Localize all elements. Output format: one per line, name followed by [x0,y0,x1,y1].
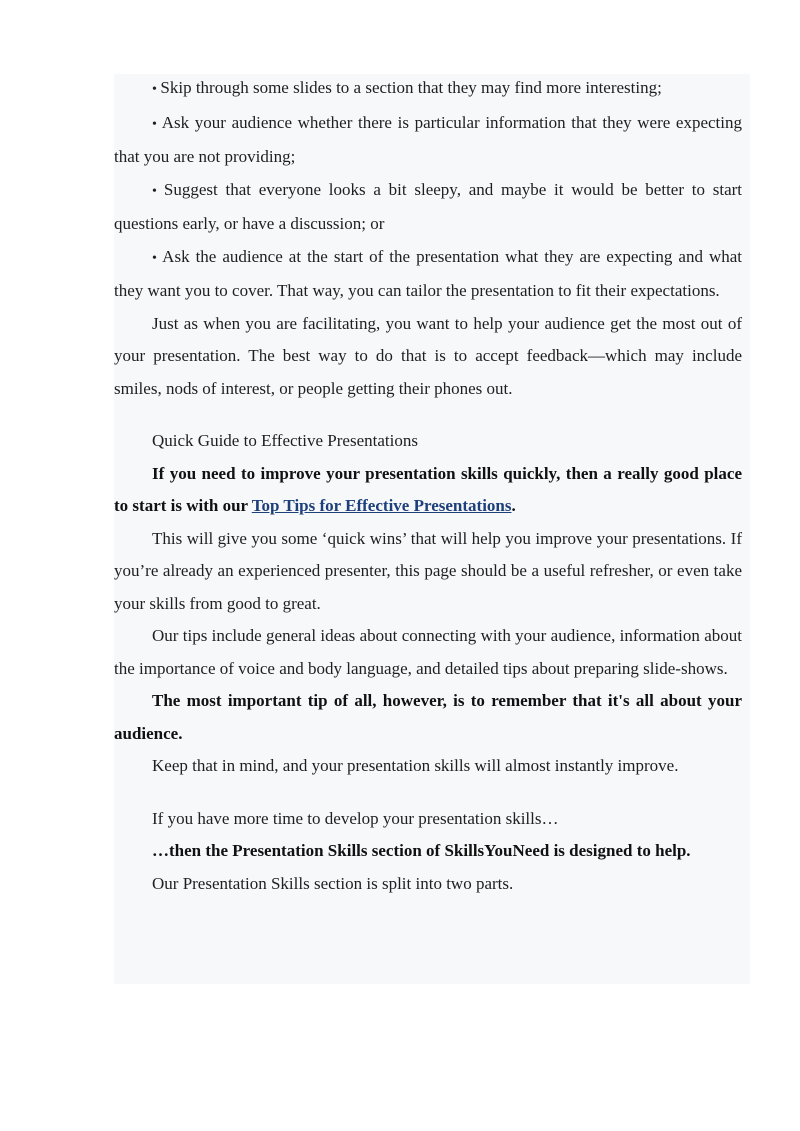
paragraph-quick-wins: This will give you some ‘quick wins’ that will help you improve your presentations. If you’re already an experienced presenter, this page should be a useful refresher, or even take your skills from good to great. [114,528,742,613]
quick-guide-lead-end: . [511,496,516,515]
quick-guide-lead-bold: If you need to improve your presentation skills quickly, then a really good place to start is with our [114,463,742,515]
bullet-skip-slides: • Skip through some slides to a section that they may find more interesting; [114,72,742,107]
paragraph-split: Our Presentation Skills section is split into two parts. [152,873,514,893]
more-time-bold: …then the Presentation Skills section of SkillsYouNeed is designed to help. [152,841,691,860]
bullet-suggest-sleepy: • Suggest that everyone looks a bit sleepy, and maybe it would be better to start questions early, or have a discussion; or [114,174,742,241]
paragraph-facilitating: Just as when you are facilitating, you want to help your audience get the most out of your presentation. The best way to do that is to accept feedback—which may include smiles, nods of interest, or people getting their phones out. [114,313,742,398]
quick-guide-heading: Quick Guide to Effective Presentations [152,431,418,450]
paragraph-keep-in-mind: Keep that in mind, and your presentation skills will almost instantly improve. [152,756,679,775]
paragraph-important-tip [114,685,742,750]
paragraph-more-time-bold [114,835,742,868]
bullet-ask-start: • Ask the audience at the start of the presentation what they are expecting and what they want you to cover. That way, you can tailor the presentation to fit their expectations. [114,241,742,308]
document-body [114,72,742,900]
paragraph-tips: Our tips include general ideas about connecting with your audience, information about the importance of voice and body language, and detailed tips about preparing slide-shows. [114,626,742,678]
quick-guide-lead [114,458,742,523]
important-tip-bold: The most important tip of all, however, is to remember that it's all about your audience. [114,691,742,743]
bullet-ask-audience: • Ask your audience whether there is particular information that they were expecting that you are not providing; [114,107,742,174]
top-tips-link[interactable]: Top Tips for Effective Presentations [251,496,512,515]
more-time-intro: If you have more time to develop your presentation skills… [152,808,559,828]
